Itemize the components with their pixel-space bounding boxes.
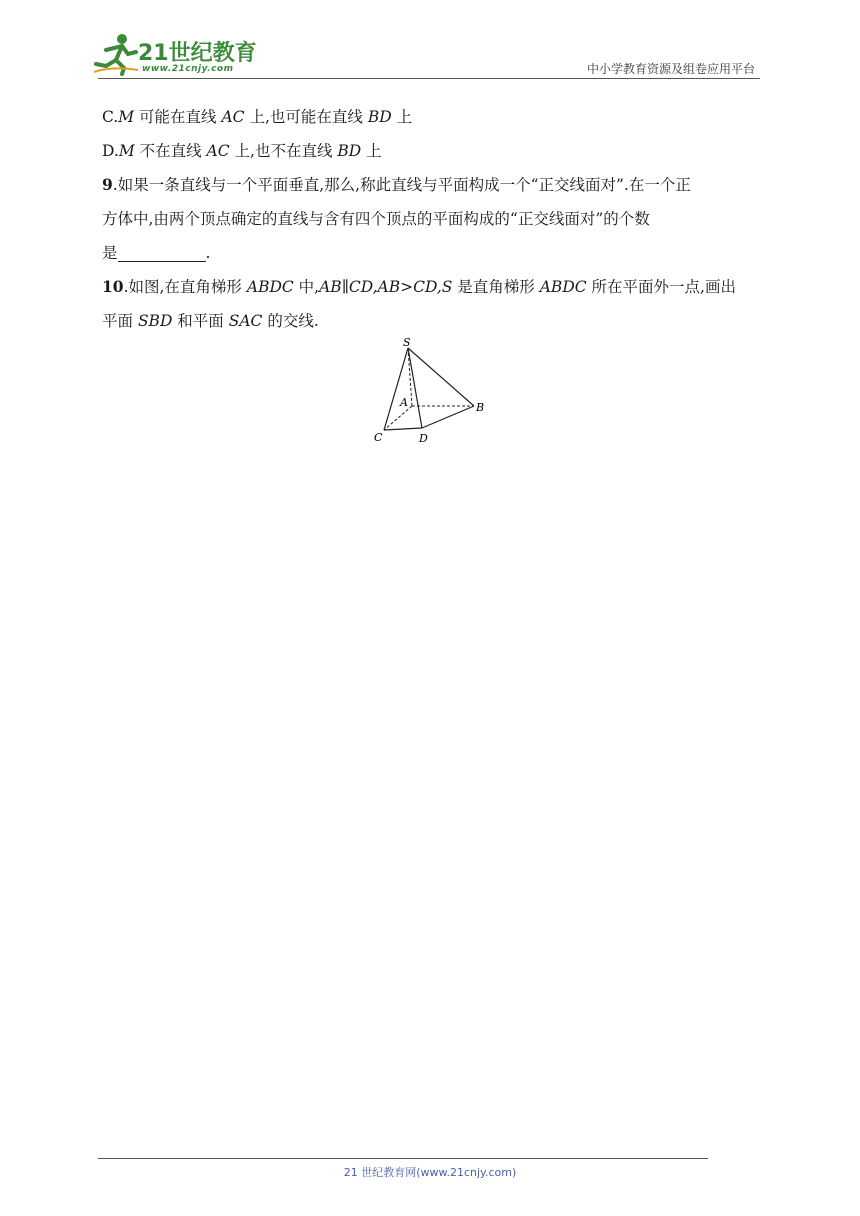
- question-10-number: 10: [102, 277, 124, 296]
- runner-logo-icon: [92, 32, 140, 76]
- question-9-line-1: 9.如果一条直线与一个平面垂直,那么,称此直线与平面构成一个“正交线面对”.在一个正: [102, 175, 691, 194]
- logo-text: 21世纪教育: [138, 41, 257, 66]
- question-10-line-1: 10.如图,在直角梯形 ABDC 中,AB∥CD,AB>CD,S 是直角梯形 ABDC 所在平面外一点,画出: [102, 277, 736, 296]
- option-c: C.M 可能在直线 AC 上,也可能在直线 BD 上: [102, 108, 413, 126]
- option-d: D.M 不在直线 AC 上,也不在直线 BD 上: [102, 142, 382, 160]
- question-10-line-2: 平面 SBD 和平面 SAC 的交线.: [102, 312, 319, 330]
- header-divider: [98, 78, 760, 79]
- edge-sd: [408, 348, 422, 428]
- site-logo: [92, 32, 262, 78]
- header-tagline: 中小学教育资源及组卷应用平台: [586, 62, 755, 76]
- footer-divider: [98, 1158, 708, 1159]
- label-a: A: [400, 396, 408, 409]
- label-d: D: [419, 432, 428, 445]
- question-9-line-3: 是 .: [102, 244, 211, 262]
- logo-url: www.21cnjy.com: [142, 64, 234, 74]
- label-s: S: [403, 336, 411, 349]
- answer-blank[interactable]: [118, 243, 206, 262]
- pyramid-figure: [370, 334, 500, 450]
- question-9-line-2: 方体中,由两个顶点确定的直线与含有四个顶点的平面构成的“正交线面对”的个数: [102, 210, 650, 228]
- edge-ac: [384, 406, 412, 430]
- document-body: [102, 100, 762, 338]
- label-b: B: [476, 401, 485, 414]
- edge-sb: [408, 348, 474, 406]
- question-9-number: 9: [102, 175, 113, 194]
- edge-sc: [384, 348, 408, 430]
- label-c: C: [374, 431, 383, 444]
- edge-cd: [384, 428, 422, 430]
- edge-db: [422, 406, 474, 428]
- footer-link[interactable]: 21 世纪教育网(www.21cnjy.com): [343, 1166, 517, 1179]
